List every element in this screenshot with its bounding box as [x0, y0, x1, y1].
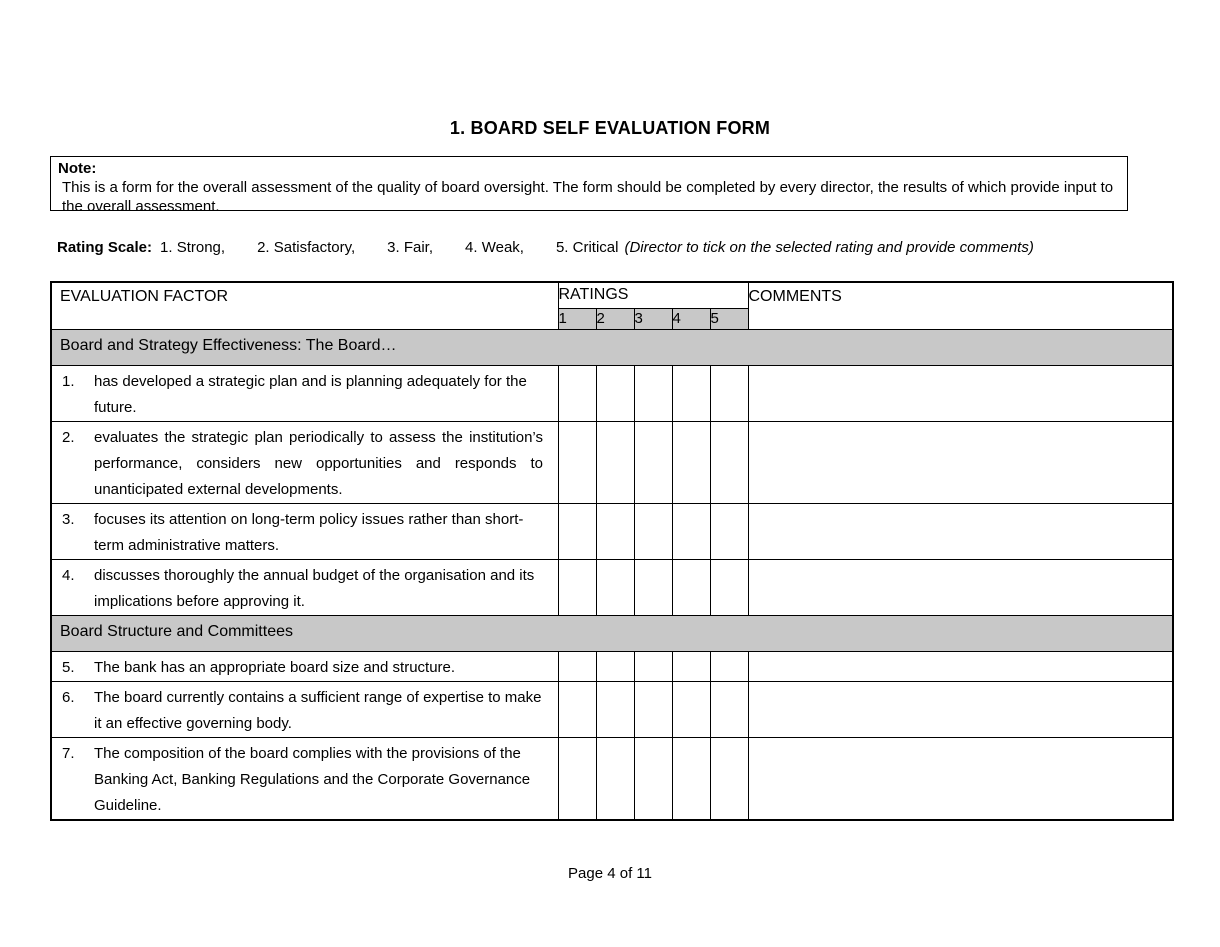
comment-cell[interactable]: [748, 421, 1173, 503]
rating-cell[interactable]: [596, 421, 634, 503]
row-number: 3.: [62, 510, 75, 528]
factor-cell: [51, 559, 558, 615]
page-number: Page 4 of 11: [568, 864, 652, 882]
factor-text: The composition of the board complies with the provisions of the Banking Act, Banking Regulations and the Corporate Governance Guideline.: [94, 744, 531, 814]
table-row: [51, 559, 1173, 615]
rating-cell[interactable]: [634, 365, 672, 421]
row-number: 5.: [62, 658, 75, 676]
comment-cell[interactable]: [748, 737, 1173, 820]
rating-cell[interactable]: [634, 651, 672, 681]
rating-cell[interactable]: [710, 559, 748, 615]
rating-cell[interactable]: [596, 737, 634, 820]
rating-cell[interactable]: [634, 559, 672, 615]
rating-column-3: 3: [634, 308, 672, 329]
rating-cell[interactable]: [558, 559, 596, 615]
header-evaluation-factor: EVALUATION FACTOR: [51, 282, 558, 329]
table-header-row: [51, 282, 1173, 308]
rating-scale-item-2: 2. Satisfactory,: [257, 239, 356, 256]
rating-cell[interactable]: [672, 681, 710, 737]
rating-cell[interactable]: [558, 365, 596, 421]
table-row: [51, 503, 1173, 559]
table-row: [51, 421, 1173, 503]
rating-cell[interactable]: [634, 737, 672, 820]
factor-text: evaluates the strategic plan periodically to assess the institution’s performance, considers new opportunities and responds to unanticipated external developments.: [94, 428, 543, 498]
rating-column-2: 2: [596, 308, 634, 329]
rating-cell[interactable]: [672, 503, 710, 559]
rating-cell[interactable]: [558, 421, 596, 503]
rating-scale-item-3: 3. Fair,: [387, 239, 434, 256]
factor-text: The bank has an appropriate board size and structure.: [94, 658, 456, 676]
rating-cell[interactable]: [710, 365, 748, 421]
rating-scale-item-4: 4. Weak,: [465, 239, 524, 256]
factor-cell: [51, 651, 558, 681]
rating-cell[interactable]: [710, 503, 748, 559]
rating-cell[interactable]: [672, 559, 710, 615]
factor-text: has developed a strategic plan and is planning adequately for the future.: [94, 372, 527, 416]
row-number: 2.: [62, 428, 75, 446]
rating-scale-label: Rating Scale:: [57, 239, 153, 256]
factor-text: The board currently contains a sufficient range of expertise to make it an effective governing body.: [94, 688, 542, 732]
table-row: [51, 365, 1173, 421]
comment-cell[interactable]: [748, 681, 1173, 737]
factor-cell: [51, 421, 558, 503]
table-row: [51, 681, 1173, 737]
comment-cell[interactable]: [748, 651, 1173, 681]
rating-cell[interactable]: [558, 737, 596, 820]
row-number: 7.: [62, 744, 75, 762]
comment-cell[interactable]: [748, 503, 1173, 559]
section-header-row: [51, 615, 1173, 651]
factor-text: discusses thoroughly the annual budget of the organisation and its implications before approving it.: [94, 566, 535, 610]
rating-scale-line: [57, 239, 1220, 256]
row-number: 6.: [62, 688, 75, 706]
factor-text: focuses its attention on long-term policy issues rather than short-term administrative matters.: [94, 510, 524, 554]
rating-cell[interactable]: [596, 681, 634, 737]
table-row: [51, 737, 1173, 820]
rating-cell[interactable]: [596, 651, 634, 681]
factor-cell: [51, 681, 558, 737]
rating-cell[interactable]: [710, 421, 748, 503]
section-title-board-structure: Board Structure and Committees: [51, 615, 1173, 651]
rating-column-5: 5: [710, 308, 748, 329]
page-title: 1. BOARD SELF EVALUATION FORM: [449, 118, 771, 138]
factor-cell: [51, 365, 558, 421]
rating-cell[interactable]: [672, 651, 710, 681]
rating-cell[interactable]: [710, 681, 748, 737]
rating-cell[interactable]: [558, 681, 596, 737]
rating-cell[interactable]: [634, 503, 672, 559]
header-ratings: RATINGS: [558, 282, 748, 308]
rating-cell[interactable]: [634, 681, 672, 737]
rating-cell[interactable]: [710, 737, 748, 820]
row-number: 1.: [62, 372, 75, 390]
rating-cell[interactable]: [672, 365, 710, 421]
rating-cell[interactable]: [558, 651, 596, 681]
comment-cell[interactable]: [748, 365, 1173, 421]
rating-cell[interactable]: [672, 421, 710, 503]
header-comments: COMMENTS: [748, 282, 1173, 329]
rating-scale-note: (Director to tick on the selected rating and provide comments): [624, 239, 1034, 256]
comment-cell[interactable]: [748, 559, 1173, 615]
factor-cell: [51, 503, 558, 559]
row-number: 4.: [62, 566, 75, 584]
rating-scale-item-1: 1. Strong,: [160, 239, 226, 256]
section-header-row: [51, 329, 1173, 365]
rating-cell[interactable]: [596, 365, 634, 421]
rating-column-4: 4: [672, 308, 710, 329]
rating-cell[interactable]: [558, 503, 596, 559]
evaluation-table: [50, 281, 1174, 821]
note-box: [50, 156, 1128, 215]
rating-cell[interactable]: [596, 559, 634, 615]
rating-cell[interactable]: [596, 503, 634, 559]
rating-cell[interactable]: [672, 737, 710, 820]
rating-scale-item-5: 5. Critical: [555, 239, 619, 256]
section-title-board-strategy: Board and Strategy Effectiveness: The Board…: [51, 329, 1173, 365]
rating-cell[interactable]: [710, 651, 748, 681]
factor-cell: [51, 737, 558, 820]
rating-column-1: 1: [558, 308, 596, 329]
table-row: [51, 651, 1173, 681]
note-label: Note:: [58, 160, 97, 177]
note-text: This is a form for the overall assessment of the quality of board oversight. The form should be completed by every director, the results of which provide input to the overall assessment.: [62, 179, 1114, 215]
rating-cell[interactable]: [634, 421, 672, 503]
